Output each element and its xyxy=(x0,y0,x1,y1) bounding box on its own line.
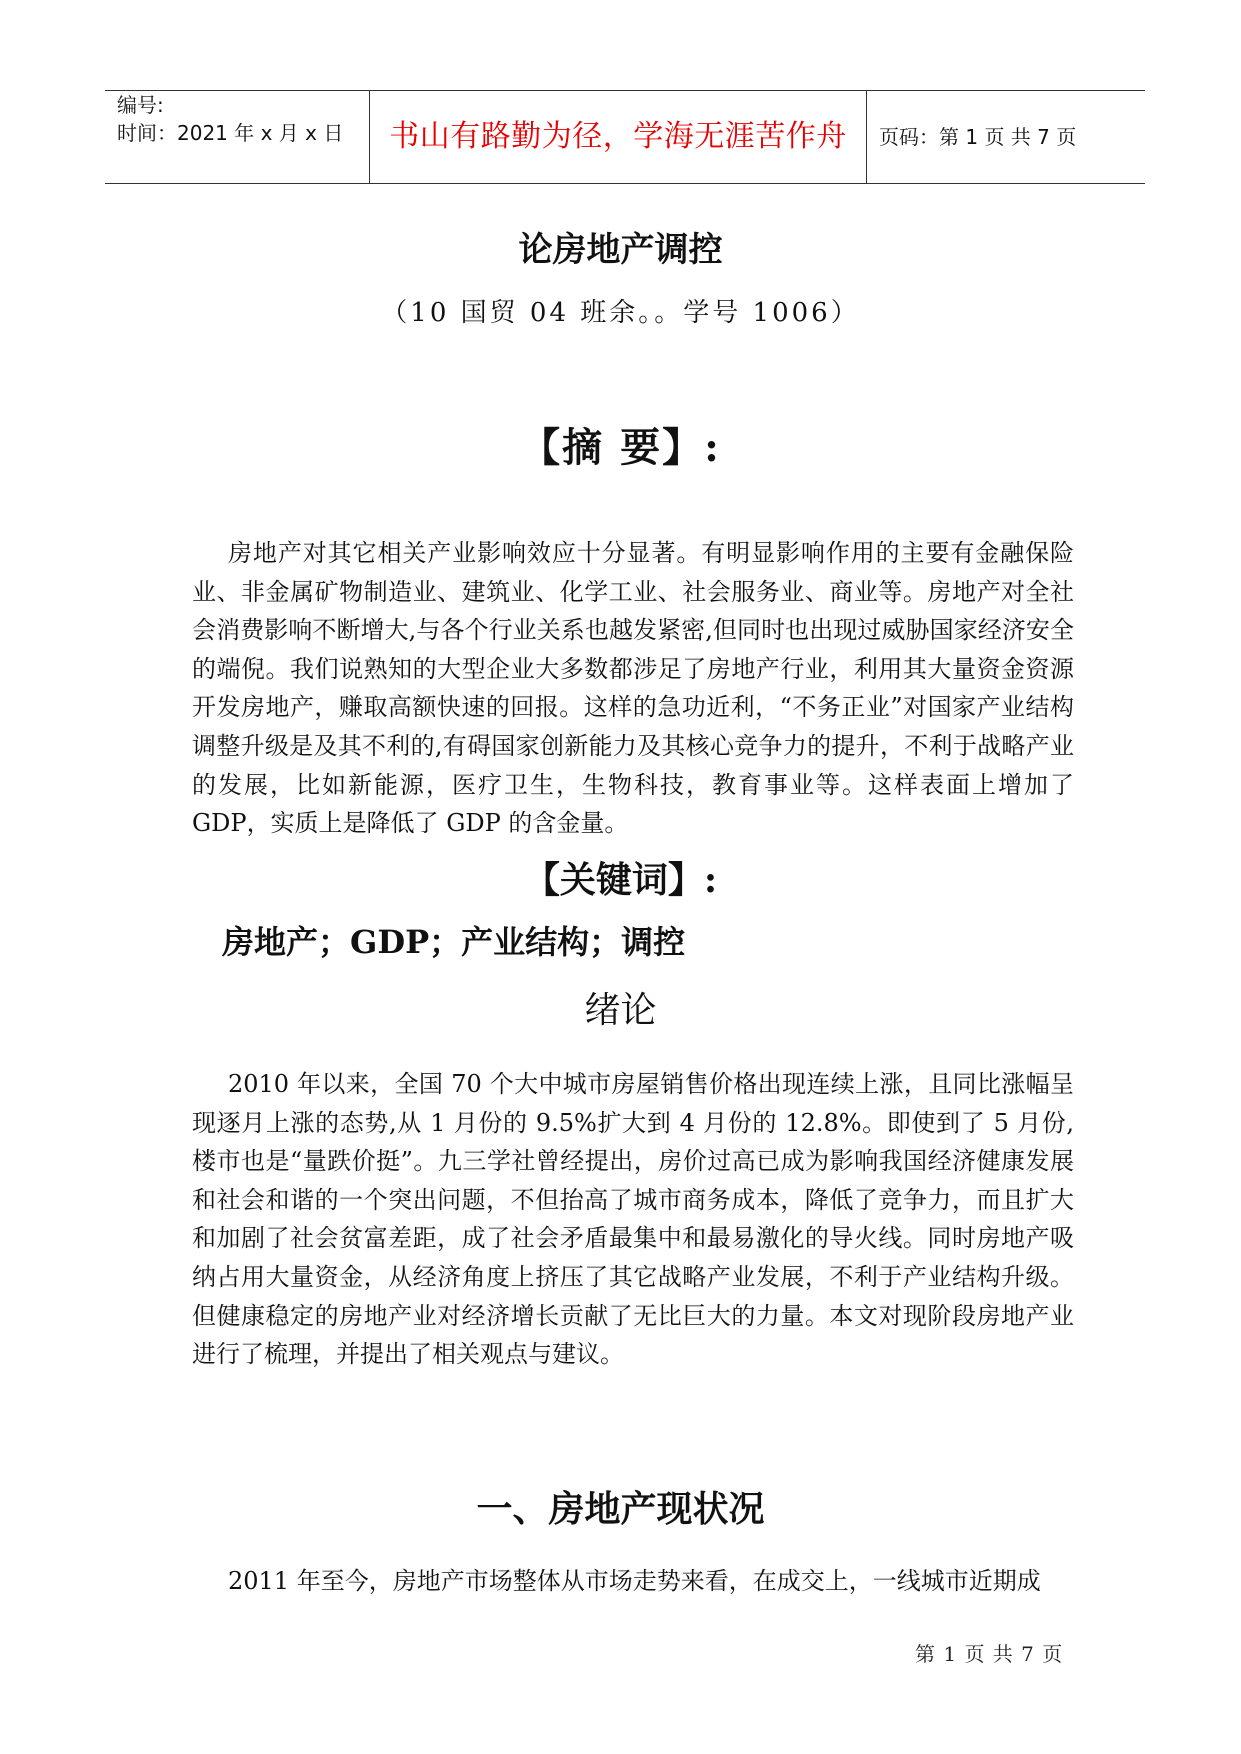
intro-paragraph xyxy=(192,1065,1074,1374)
section1-heading: 一、房地产现状况 xyxy=(476,1488,765,1530)
time-label: 时间：2021 年 x 月 x 日 xyxy=(117,121,344,145)
keywords-text: 房地产；GDP；产业结构；调控 xyxy=(222,923,686,961)
keywords-heading: 【关键词】: xyxy=(523,859,718,901)
document-author: （10 国贸 04 班余。。学号 1006） xyxy=(381,298,860,328)
header-table xyxy=(105,90,1145,184)
section1-text: 2011 年至今，房地产市场整体从市场走势来看，在成交上，一线城市近期成 xyxy=(228,1567,1041,1595)
page-footer: 第 1 页 共 7 页 xyxy=(915,1642,1064,1666)
document-title: 论房地产调控 xyxy=(518,230,723,270)
header-motto-cell xyxy=(370,91,867,183)
header-left-cell xyxy=(105,91,370,183)
intro-text: 2010 年以来，全国 70 个大中城市房屋销售价格出现连续上涨，且同比涨幅呈现逐月上涨的态势,从 1 月份的 9.5%扩大到 4 月份的 12.8%。即使到了 5 月份,楼市也是“量跌价挺”。九三学社曾经提出，房价过高已成为影响我国经济健康发展和社会和谐的一个突出问题，不但抬高了城市商务成本，降低了竞争力，而且扩大和加剧了社会贫富差距，成了社会矛盾最集中和最易激化的导火线。同时房地产吸纳占用大量资金，从经济角度上挤压了其它战略产业发展，不利于产业结构升级。但健康稳定的房地产业对经济增长贡献了无比巨大的力量。本文对现阶段房地产业进行了梳理，并提出了相关观点与建议。 xyxy=(192,1070,1074,1369)
intro-heading: 绪论 xyxy=(584,990,657,1031)
header-motto: 书山有路勤为径，学海无涯苦作舟 xyxy=(389,119,847,154)
abstract-text: 房地产对其它相关产业影响效应十分显著。有明显影响作用的主要有金融保险业、非金属矿物制造业、建筑业、化学工业、社会服务业、商业等。房地产对全社会消费影响不断增大,与各个行业关系也越发紧密,但同时也出现过威胁国家经济安全的端倪。我们说熟知的大型企业大多数都涉足了房地产行业，利用其大量资金资源开发房地产，赚取高额快速的回报。这样的急功近利，“不务正业”对国家产业结构调整升级是及其不利的,有碍国家创新能力及其核心竞争力的提升，不利于战略产业的发展，比如新能源，医疗卫生，生物科技，教育事业等。这样表面上增加了 GDP，实质上是降低了 GDP 的含金量。 xyxy=(192,539,1074,838)
abstract-heading: 【摘 要】: xyxy=(520,424,721,471)
abstract-paragraph xyxy=(192,534,1074,843)
serial-label: 编号: xyxy=(117,93,164,117)
header-page-label: 页码：第 1 页 共 7 页 xyxy=(879,125,1077,149)
section1-paragraph xyxy=(192,1562,1074,1601)
header-page-cell xyxy=(867,91,1145,183)
